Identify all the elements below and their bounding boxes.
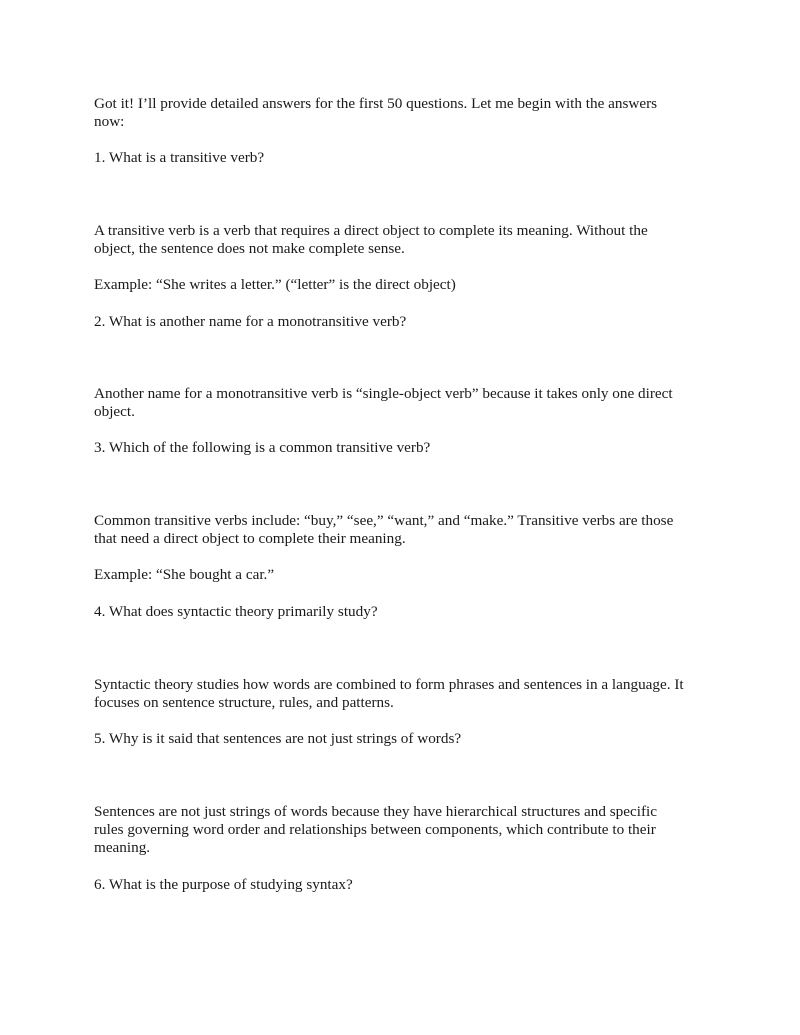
question-1: 1. What is a transitive verb? xyxy=(94,149,265,166)
question-5: 5. Why is it said that sentences are not just strings of words? xyxy=(94,730,462,747)
answer-1-line: A transitive verb is a verb that requires a direct object to complete its meaning. Without the xyxy=(94,222,648,239)
answer-4-line: focuses on sentence structure, rules, and patterns. xyxy=(94,694,394,711)
answer-5-line: rules governing word order and relationships between components, which contribute to their xyxy=(94,821,656,838)
answer-2-line: Another name for a monotransitive verb is “single-object verb” because it takes only one direct xyxy=(94,385,673,402)
question-3: 3. Which of the following is a common transitive verb? xyxy=(94,439,431,456)
example-1: Example: “She writes a letter.” (“letter” is the direct object) xyxy=(94,276,456,293)
answer-5-line: Sentences are not just strings of words because they have hierarchical structures and specific xyxy=(94,803,657,820)
intro-line: now: xyxy=(94,113,125,130)
question-2: 2. What is another name for a monotransitive verb? xyxy=(94,313,407,330)
answer-4-line: Syntactic theory studies how words are combined to form phrases and sentences in a language. It xyxy=(94,676,684,693)
answer-3-line: Common transitive verbs include: “buy,” “see,” “want,” and “make.” Transitive verbs are those xyxy=(94,512,674,529)
question-4: 4. What does syntactic theory primarily study? xyxy=(94,603,378,620)
question-6: 6. What is the purpose of studying syntax? xyxy=(94,876,353,893)
intro-line: Got it! I’ll provide detailed answers for the first 50 questions. Let me begin with the answers xyxy=(94,95,658,112)
answer-2-line: object. xyxy=(94,403,135,420)
example-3: Example: “She bought a car.” xyxy=(94,566,275,583)
answer-3-line: that need a direct object to complete their meaning. xyxy=(94,530,406,547)
answer-1-line: object, the sentence does not make complete sense. xyxy=(94,240,405,257)
answer-5-line: meaning. xyxy=(94,839,151,856)
